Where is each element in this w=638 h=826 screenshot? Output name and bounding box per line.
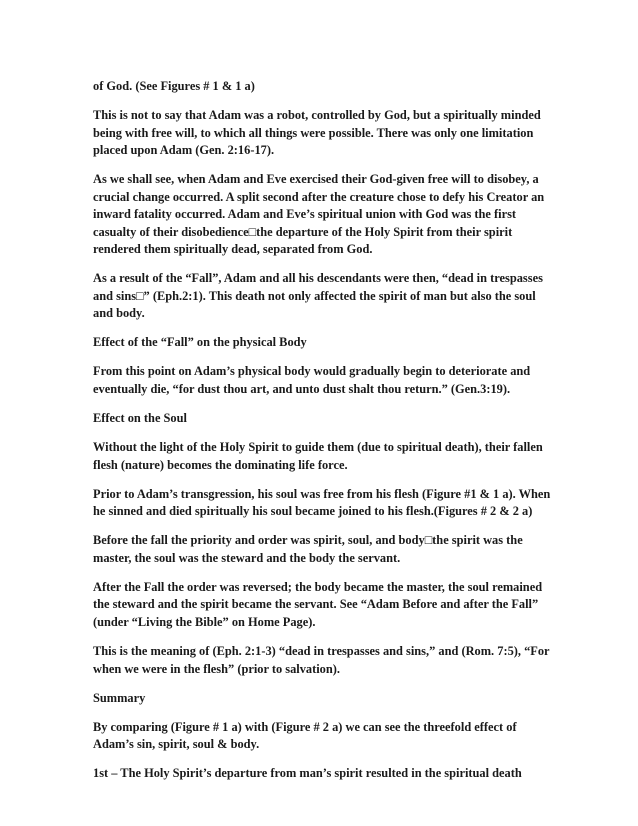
paragraph-continuation: of God. (See Figures # 1 & 1 a) [93,79,255,93]
paragraph-order-after: After the Fall the order was reversed; the body became the master, the soul remained the steward and the spirit became the servant. See “Adam Before and after the Fall” (under “Living the Bible” on Home Page). [93,579,543,629]
heading-soul: Effect on the Soul [93,411,187,426]
paragraph-comparing: By comparing (Figure # 1 a) with (Figure # 2 a) we can see the threefold effect of Adam’s sin, spirit, soul & body. [93,719,517,752]
paragraph-free-will: This is not to say that Adam was a robot, controlled by God, but a spiritually minded being with free will, to which all things were possible. There was only one limitation placed upon Adam (Gen. 2:16-17). [93,108,541,158]
paragraph-fallen-flesh: Without the light of the Holy Spirit to guide them (due to spiritual death), their fallen flesh (nature) becomes the dominating life force. [93,440,543,472]
paragraph-meaning: This is the meaning of (Eph. 2:1-3) “dead in trespasses and sins,” and (Rom. 7:5), “For when we were in the flesh” (prior to salvation). [93,644,550,676]
paragraph-first-effect: 1st – The Holy Spirit’s departure from man’s spirit resulted in the spiritual death [93,766,522,781]
heading-physical-body: Effect of the “Fall” on the physical Body [93,335,307,350]
document-page [93,78,553,783]
paragraph-fall-result: As a result of the “Fall”, Adam and all his descendants were then, “dead in trespasses and sins□” (Eph.2:1). This death not only affected the spirit of man but also the soul and body. [93,271,543,321]
paragraph-physical-body: From this point on Adam’s physical body would gradually begin to deteriorate and eventually die, “for dust thou art, and unto dust shalt thou return.” (Gen.3:19). [93,364,531,396]
paragraph-order-before: Before the fall the priority and order was spirit, soul, and body□the spirit was the master, the soul was the steward and the body the servant. [93,533,523,565]
heading-summary: Summary [93,690,146,705]
paragraph-transgression: Prior to Adam’s transgression, his soul was free from his flesh (Figure #1 & 1 a). When he sinned and died spiritually his soul became joined to his flesh.(Figures # 2 & 2 a) [93,486,551,519]
paragraph-disobedience: As we shall see, when Adam and Eve exercised their God-given free will to disobey, a crucial change occurred. A split second after the creature chose to defy his Creator an inward fatality occurred. Adam and Eve’s spiritual union with God was the first casualty of their disobedience□the departure of the Holy Spirit from their spirit rendered them spiritually dead, separated from God. [93,172,545,257]
